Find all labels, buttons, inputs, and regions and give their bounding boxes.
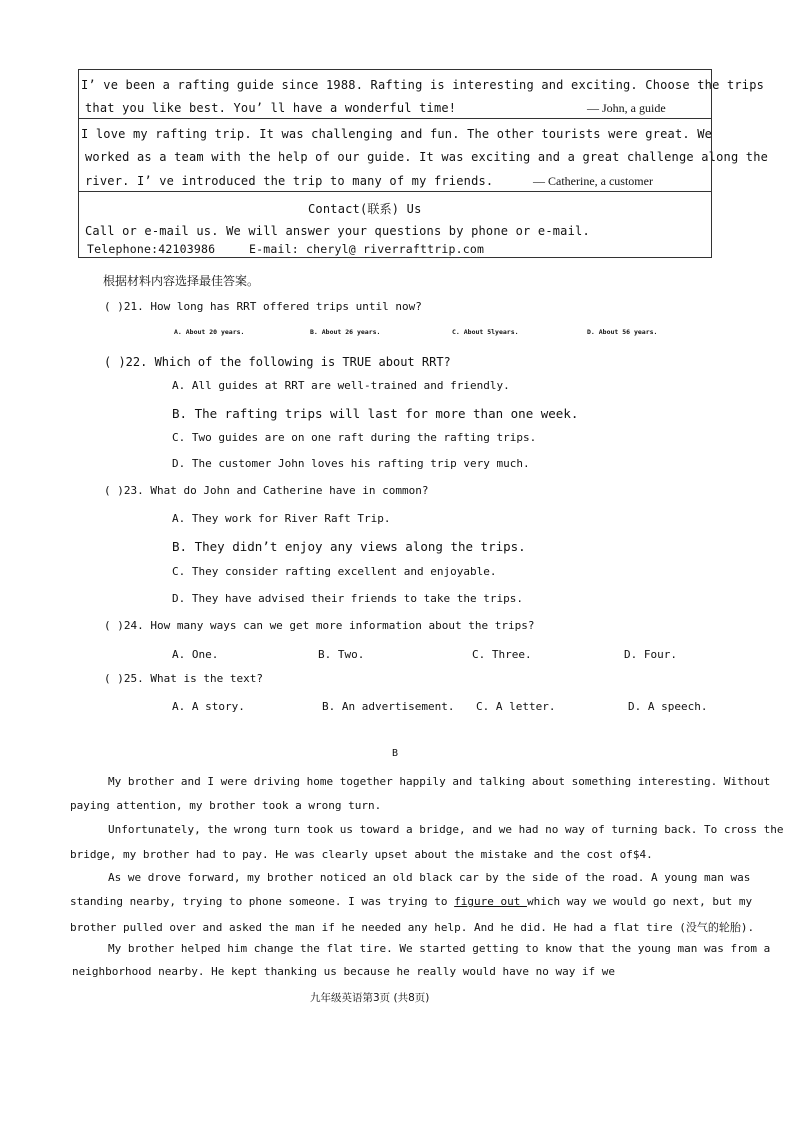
passage-line-6-start: standing nearby, trying to phone someone. I was trying to (70, 895, 448, 908)
question-21: ( )21. How long has RRT offered trips until now? (104, 300, 422, 313)
guide-quote-line-1: I’ ve been a rafting guide since 1988. Rafting is interesting and exciting. Choose the trips (81, 78, 765, 92)
contact-email: E-mail: cheryl@ riverrafttrip.com (249, 242, 485, 256)
q23-option-d: D. They have advised their friends to take the trips. (172, 592, 523, 605)
question-22: ( )22. Which of the following is TRUE about RRT? (104, 355, 451, 369)
info-box (78, 69, 769, 258)
question-23: ( )23. What do John and Catherine have in common? (104, 484, 429, 497)
q23-option-a: A. They work for River Raft Trip. (172, 512, 391, 525)
section-b-label: B (392, 748, 399, 759)
q21-option-d: D. About 56 years. (587, 328, 658, 336)
passage-line-6 (70, 895, 752, 908)
customer-quote-line-1: I love my rafting trip. It was challenging and fun. The other tourists were great. We (81, 127, 713, 141)
passage-line-8: My brother helped him change the flat tire. We started getting to know that the young man was from a (108, 942, 771, 955)
guide-quote-line-2: that you like best. You’ ll have a wonderful time! (85, 101, 457, 115)
q24-option-a: A. One. (172, 648, 219, 661)
q21-option-a: A. About 20 years. (174, 328, 245, 336)
customer-quote-cell (79, 118, 769, 192)
q21-option-c: C. About 5lyears. (452, 328, 519, 336)
q23-option-b: B. They didn’t enjoy any views along the trips. (172, 539, 526, 554)
q25-option-c: C. A letter. (476, 700, 556, 713)
underlined-phrase: figure out (454, 895, 527, 908)
page-footer: 九年级英语第3页 (共8页) (310, 992, 430, 1004)
q25-option-a: A. A story. (172, 700, 245, 713)
instruction: 根据材料内容选择最佳答案。 (103, 274, 260, 288)
q21-option-b: B. About 26 years. (310, 328, 381, 336)
q22-option-d: D. The customer John loves his rafting trip very much. (172, 457, 530, 470)
customer-signature: — Catherine, a customer (533, 174, 653, 188)
q24-option-b: B. Two. (318, 648, 365, 661)
passage-line-2: paying attention, my brother took a wrong turn. (70, 799, 382, 812)
question-25: ( )25. What is the text? (104, 672, 263, 685)
guide-signature: — John, a guide (587, 101, 666, 115)
contact-line-1: Call or e-mail us. We will answer your questions by phone or e-mail. (85, 224, 590, 238)
contact-title: Contact(联系) Us (308, 202, 422, 216)
customer-quote-line-2: worked as a team with the help of our guide. It was exciting and a great challenge along the (85, 150, 769, 164)
passage-line-3: Unfortunately, the wrong turn took us toward a bridge, and we had no way of turning back. To cross the (108, 823, 784, 836)
q23-option-c: C. They consider rafting excellent and enjoyable. (172, 565, 497, 578)
guide-quote-cell (79, 70, 765, 119)
q25-option-d: D. A speech. (628, 700, 708, 713)
contact-telephone: Telephone:42103986 (87, 242, 216, 256)
q24-option-d: D. Four. (624, 648, 677, 661)
passage-line-1: My brother and I were driving home together happily and talking about something interesting. Without (108, 775, 771, 788)
q22-option-a: A. All guides at RRT are well-trained and friendly. (172, 379, 510, 392)
passage-line-4: bridge, my brother had to pay. He was clearly upset about the mistake and the cost of$4. (70, 848, 653, 861)
passage-line-5: As we drove forward, my brother noticed an old black car by the side of the road. A young man was (108, 871, 751, 884)
question-24: ( )24. How many ways can we get more information about the trips? (104, 619, 535, 632)
q22-option-c: C. Two guides are on one raft during the rafting trips. (172, 431, 537, 444)
customer-quote-line-3: river. I’ ve introduced the trip to many of my friends. (85, 174, 494, 188)
q24-option-c: C. Three. (472, 648, 532, 661)
passage-line-6-end: which way we would go next, but my (526, 895, 753, 908)
q22-option-b: B. The rafting trips will last for more than one week. (172, 406, 579, 421)
contact-cell (79, 191, 711, 259)
q25-option-b: B. An advertisement. (322, 700, 455, 713)
passage-line-9: neighborhood nearby. He kept thanking us because he really would have no way if we (72, 965, 616, 978)
passage-line-7: brother pulled over and asked the man if he needed any help. And he did. He had a flat tire (没气的轮胎). (70, 921, 755, 934)
